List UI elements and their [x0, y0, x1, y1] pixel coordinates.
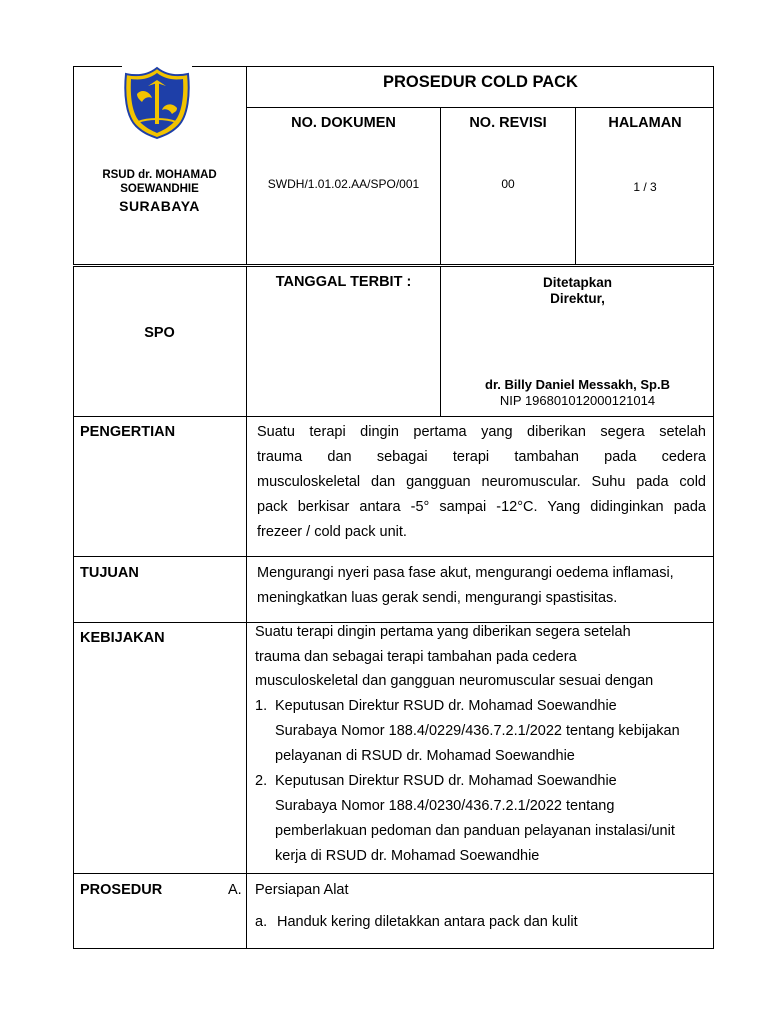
- stipulated-text: Ditetapkan: [542, 275, 613, 290]
- spo-col-divider: [246, 266, 247, 949]
- kebijakan-item-1-num: 1.: [255, 698, 268, 714]
- prosedur-sub-letter: a.: [255, 914, 268, 930]
- tujuan-line-2: meningkatkan luas gerak sendi, mengurangi spastisitas.: [257, 590, 618, 606]
- kebijakan-item-1-line-3: pelayanan di RSUD dr. Mohamad Soewandhie: [275, 748, 575, 764]
- kebijakan-intro-1: Suatu terapi dingin pertama yang diberikan segera setelah: [255, 624, 631, 640]
- org-name-line1: RSUD dr. MOHAMAD: [102, 169, 217, 181]
- pengertian-label: PENGERTIAN: [80, 424, 176, 440]
- tujuan-label: TUJUAN: [80, 565, 139, 581]
- kebijakan-item-1-line-1: Keputusan Direktur RSUD dr. Mohamad Soewandhie: [275, 698, 617, 714]
- kebijakan-item-2-num: 2.: [255, 773, 268, 789]
- tujuan-line-1: Mengurangi nyeri pasa fase akut, mengurangi oedema inflamasi,: [257, 565, 674, 581]
- row-divider-4: [73, 873, 714, 874]
- org-name-line2: SOEWANDHIE: [120, 183, 199, 195]
- revision-label: NO. REVISI: [469, 115, 547, 131]
- spo-label: SPO: [144, 325, 175, 341]
- pengertian-line-2: trauma dan sebagai terapi tambahan pada cedera: [257, 449, 706, 465]
- pengertian-line-5: frezeer / cold pack unit.: [257, 524, 407, 540]
- row-divider-1: [73, 416, 714, 417]
- page-value: 1 / 3: [633, 180, 657, 194]
- hospital-logo: [122, 64, 192, 140]
- signer-name: dr. Billy Daniel Messakh, Sp.B: [485, 377, 670, 392]
- issue-date-label: TANGGAL TERBIT :: [275, 274, 412, 290]
- document-title: PROSEDUR COLD PACK: [383, 73, 578, 91]
- prosedur-step-letter: A.: [228, 882, 242, 898]
- kebijakan-item-1-line-2: Surabaya Nomor 188.4/0229/436.7.2.1/2022 tentang kebijakan: [275, 723, 680, 739]
- kebijakan-intro-3: musculoskeletal dan gangguan neuromuscular sesuai dengan: [255, 673, 654, 689]
- kebijakan-intro-2: trauma dan sebagai terapi tambahan pada cedera: [255, 649, 577, 665]
- kebijakan-label: KEBIJAKAN: [80, 630, 165, 646]
- kebijakan-item-2-line-3: pemberlakuan pedoman dan panduan pelayanan instalasi/unit: [275, 823, 675, 839]
- org-city: SURABAYA: [119, 198, 200, 214]
- kebijakan-item-2-line-1: Keputusan Direktur RSUD dr. Mohamad Soewandhie: [275, 773, 617, 789]
- kebijakan-item-2-line-2: Surabaya Nomor 188.4/0230/436.7.2.1/2022 tentang: [275, 798, 615, 814]
- doc-number-value: SWDH/1.01.02.AA/SPO/001: [267, 177, 420, 191]
- prosedur-sub-text: Handuk kering diletakkan antara pack dan kulit: [277, 914, 578, 930]
- doc-number-label: NO. DOKUMEN: [291, 115, 396, 131]
- page-label: HALAMAN: [608, 115, 682, 131]
- header-divider-vertical: [246, 66, 247, 265]
- director-text: Direktur,: [550, 291, 605, 306]
- revision-value: 00: [501, 177, 515, 191]
- prosedur-label: PROSEDUR: [80, 882, 163, 898]
- prosedur-step-title: Persiapan Alat: [255, 882, 349, 898]
- signer-nip: NIP 196801012000121014: [499, 393, 656, 408]
- row-divider-3: [73, 622, 714, 623]
- row-divider-2: [73, 556, 714, 557]
- kebijakan-item-2-line-4: kerja di RSUD dr. Mohamad Soewandhie: [275, 848, 540, 864]
- title-divider: [246, 107, 714, 108]
- pengertian-line-4: pack berkisar antara -5° sampai -12°C. Yang didinginkan pada: [257, 499, 706, 515]
- spo-table: [73, 266, 714, 949]
- pengertian-line-3: musculoskeletal dan gangguan neuromuscular. Suhu pada cold: [257, 474, 706, 490]
- pengertian-line-1: Suatu terapi dingin pertama yang diberikan segera setelah: [257, 424, 706, 440]
